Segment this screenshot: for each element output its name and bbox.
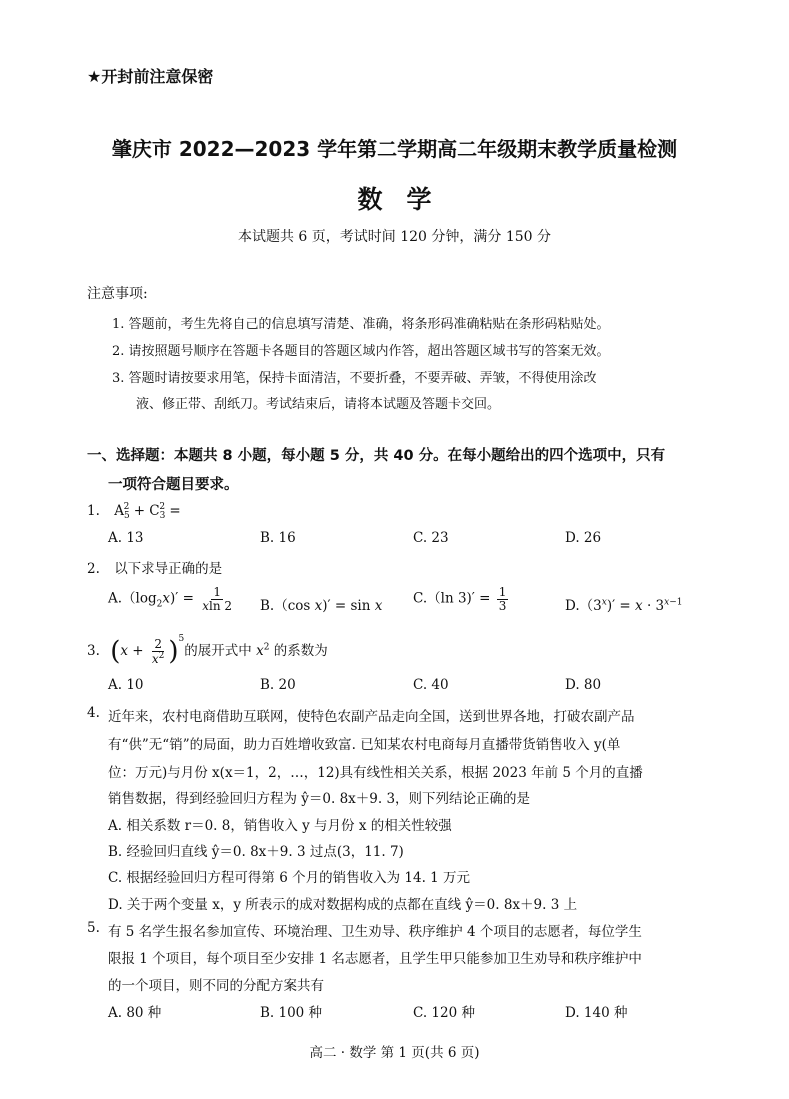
question-number: 5. <box>87 920 100 936</box>
question-stem: 的展开式中 <box>184 643 252 659</box>
question-line: 有 5 名学生报名参加宣传、环境治理、卫生劝导、秩序维护 4 个项目的志愿者，每位学生 <box>108 924 642 940</box>
page-footer: 高二 · 数学 第 1 页(共 6 页) <box>309 1045 480 1061</box>
exam-info: 本试题共 6 页，考试时间 120 分钟，满分 150 分 <box>237 229 552 245</box>
question-stem: 以下求导正确的是 <box>114 561 223 577</box>
question-formula: (x + $\frac{2}{x^2}$ )$^5$ <box>110 634 185 667</box>
question-number: 1. <box>87 503 100 519</box>
option-d: D. 关于两个变量 x，y 所表示的成对数据构成的点都在直线 ŷ＝0. 8x＋9. 3 上 <box>108 897 578 913</box>
option-d: D. 140 种 <box>565 1005 628 1021</box>
option-d: $D.(3^x)' = x \cdot 3^{x-1}$ <box>565 597 683 614</box>
question-line: 有“供”无“销”的局面，助力百姓增收致富. 已知某农村电商每月直播带货销售收入 y(单 <box>108 737 621 753</box>
option-a: $A.(\log_2x)'$ = $\frac{1}{xln 2}$ <box>108 585 233 613</box>
option-c: C. 23 <box>413 530 449 546</box>
question-line: 位：万元)与月份 x(x＝1，2，…，12)具有线性相关关系，根据 2023 年前 5 个月的直播 <box>108 765 643 781</box>
section-heading: 一、选择题：本题共 8 小题，每小题 5 分，共 40 分。在每小题给出的四个选项中，只有 <box>87 448 666 464</box>
option-a: A. 10 <box>108 677 144 693</box>
option-a: A. 13 <box>108 530 144 546</box>
exam-title: 肇庆市 2022—2023 学年第二学期高二年级期末教学质量检测 <box>111 137 678 161</box>
option-b: B. 20 <box>260 677 296 693</box>
question-stem: 的系数为 <box>273 643 328 659</box>
option-b: B. 经验回归直线 ŷ＝0. 8x＋9. 3 过点(3，11. 7) <box>108 844 404 860</box>
option-d: D. 26 <box>565 530 602 546</box>
option-c: C. 120 种 <box>413 1005 475 1021</box>
question-line: 近年来，农村电商借助互联网，使特色农副产品走向全国，送到世界各地，打破农副产品 <box>108 709 635 725</box>
confidential-notice: ★开封前注意保密 <box>87 67 214 86</box>
note-item: 液、修正带、刮纸刀。考试结束后，请将本试题及答题卡交回。 <box>136 397 501 412</box>
question-2 <box>87 557 222 577</box>
option-c: C. 40 <box>413 677 449 693</box>
option-a: A. 80 种 <box>108 1005 162 1021</box>
option-b: B. 100 种 <box>260 1005 323 1021</box>
note-item: 2. 请按照题号顺序在答题卡各题目的答题区域内作答，超出答题区域书写的答案无效。 <box>112 344 610 359</box>
note-item: 1. 答题前，考生先将自己的信息填写清楚、准确，将条形码准确粘贴在条形码粘贴处。 <box>112 317 610 332</box>
question-3: 3. (x + $\frac{2}{x^2}$ )$^5$的展开式中 $x^2$ 的系数为 <box>87 634 328 667</box>
question-number: 2. <box>87 561 100 577</box>
option-c: C. 根据经验回归方程可得第 6 个月的销售收入为 14. 1 万元 <box>108 870 471 886</box>
question-1 <box>87 502 181 521</box>
section-heading-cont: 一项符合题目要求。 <box>108 477 239 493</box>
option-a: A. 相关系数 r＝0. 8，销售收入 y 与月份 x 的相关性较强 <box>108 818 452 834</box>
question-line: 销售数据，得到经验回归方程为 ŷ＝0. 8x＋9. 3，则下列结论正确的是 <box>108 791 531 807</box>
option-b: B.（cos x)′ = sin x <box>260 598 383 614</box>
option-b: B. 16 <box>260 530 296 546</box>
question-formula: $A_5^2 + C_3^2$ = <box>114 502 181 521</box>
subject-title: 数学 <box>357 185 456 214</box>
option-d: D. 80 <box>565 677 602 693</box>
question-line: 限报 1 个项目，每个项目至少安排 1 名志愿者，且学生甲只能参加卫生劝导和秩序维护中 <box>108 951 642 967</box>
question-number: 3. <box>87 643 100 659</box>
question-number: 4. <box>87 705 100 721</box>
question-line: 的一个项目，则不同的分配方案共有 <box>108 978 324 994</box>
option-c: C.（ln 3)′ = $\frac{1}{3}$ <box>413 585 507 613</box>
note-item: 3. 答题时请按要求用笔，保持卡面清洁，不要折叠，不要弄破、弄皱，不得使用涂改 <box>112 371 597 386</box>
notes-title: 注意事项: <box>87 286 148 302</box>
